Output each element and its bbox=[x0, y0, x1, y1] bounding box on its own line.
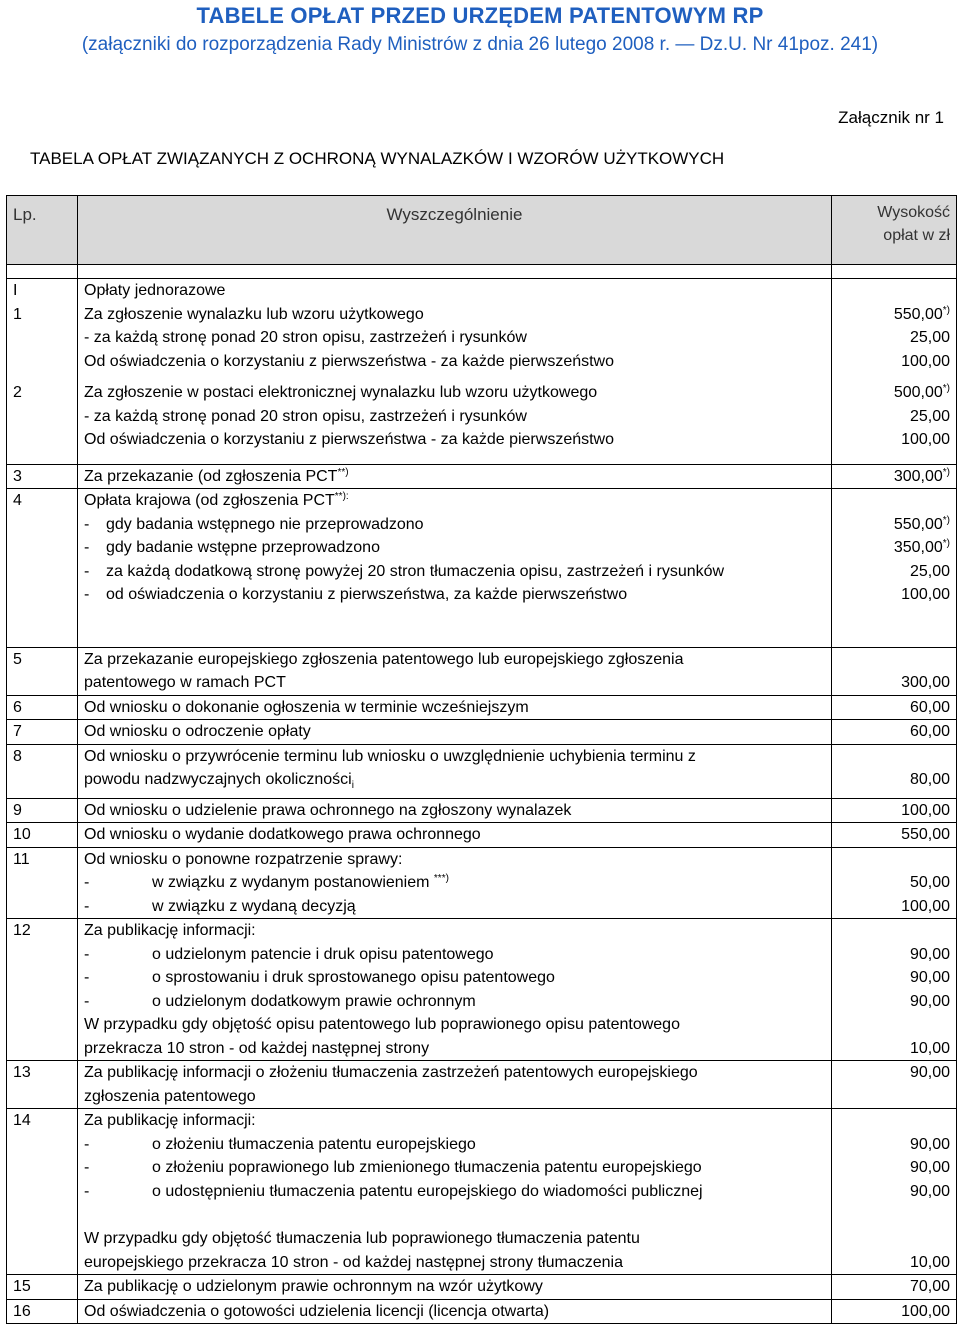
table-row bbox=[7, 1299, 957, 1324]
row-line: Za zgłoszenie w postaci elektronicznej wynalazku lub wzoru użytkowego bbox=[84, 384, 598, 401]
row-line bbox=[84, 489, 825, 513]
row-description: Od wniosku o udzielenie prawa ochronnego na zgłoszony wynalazek bbox=[78, 798, 832, 823]
row-description bbox=[78, 464, 832, 489]
row-text: gdy badanie wstępne przeprowadzono bbox=[106, 539, 380, 556]
row-line bbox=[84, 966, 825, 990]
footnote-mark: **): bbox=[334, 491, 349, 502]
annex-label: Załącznik nr 1 bbox=[838, 108, 944, 127]
amount-value: 10,00 bbox=[909, 1253, 950, 1271]
amount-value: 25,00 bbox=[909, 407, 950, 425]
row-description: Za publikację o udzielonym prawie ochronnym na wzór użytkowy bbox=[78, 1275, 832, 1300]
row-line bbox=[84, 768, 825, 798]
row-line: patentowego w ramach PCT bbox=[84, 674, 286, 691]
row-line bbox=[84, 560, 825, 584]
row-number: 11 bbox=[7, 847, 78, 919]
document-title: TABELE OPŁAT PRZED URZĘDEM PATENTOWYM RP bbox=[196, 3, 764, 28]
row-line: Od wniosku o przywrócenie terminu lub wniosku o uwzględnienie uchybienia terminu z bbox=[84, 747, 696, 765]
amount-empty bbox=[838, 848, 950, 872]
row-text: o sprostowaniu i druk sprostowanego opisu patentowego bbox=[152, 969, 555, 987]
amount-value: 100,00 bbox=[832, 798, 957, 823]
amount-text: 350,00 bbox=[893, 539, 943, 556]
table-row bbox=[7, 695, 957, 720]
table-row bbox=[7, 798, 957, 823]
column-header-description: Wyszczególnienie bbox=[78, 196, 832, 265]
amount-value: 60,00 bbox=[832, 695, 957, 720]
row-description: Od oświadczenia o gotowości udzielenia licencji (licencja otwarta) bbox=[78, 1299, 832, 1324]
footnote-mark: *) bbox=[942, 304, 950, 316]
table-row bbox=[7, 279, 957, 374]
row-amount bbox=[832, 464, 957, 489]
row-line: W przypadku gdy objętość opisu patentowego lub poprawionego opisu patentowego bbox=[84, 1016, 680, 1034]
row-description bbox=[78, 1109, 832, 1275]
amount-empty bbox=[838, 279, 950, 303]
table-title: TABELA OPŁAT ZWIĄZANYCH Z OCHRONĄ WYNALAZKÓW I WZORÓW UŻYTKOWYCH bbox=[30, 149, 725, 168]
amount-header-line2: opłat w zł bbox=[883, 227, 950, 244]
row-gap bbox=[838, 1203, 950, 1227]
row-gap bbox=[84, 452, 825, 464]
amount-empty bbox=[838, 1227, 950, 1251]
row-number: 2 bbox=[7, 381, 78, 464]
row-number: 12 bbox=[7, 919, 78, 1061]
row-number: 15 bbox=[7, 1275, 78, 1300]
footnote-mark: *) bbox=[942, 383, 950, 394]
dash-marker: - bbox=[84, 515, 90, 533]
row-text: powodu nadzwyczajnych okoliczności bbox=[84, 771, 352, 788]
dash-marker: - bbox=[84, 1159, 90, 1177]
table-row bbox=[7, 647, 957, 695]
row-line: zgłoszenia patentowego bbox=[84, 1087, 256, 1105]
table-spacer bbox=[7, 265, 957, 279]
row-description bbox=[78, 744, 832, 798]
row-line: przekracza 10 stron - od każdej następnej strony bbox=[84, 1039, 430, 1057]
row-text: Za przekazanie (od zgłoszenia PCT bbox=[84, 467, 338, 485]
amount-value bbox=[838, 381, 950, 405]
footnote-mark: *) bbox=[942, 514, 950, 526]
amount-value: 100,00 bbox=[901, 897, 950, 915]
amount-value: 10,00 bbox=[909, 1039, 950, 1057]
row-text: o udzielonym dodatkowym prawie ochronnym bbox=[152, 992, 476, 1010]
row-line: W przypadku gdy objętość tłumaczenia lub poprawionego tłumaczenia patentu bbox=[84, 1230, 640, 1248]
dash-marker: - bbox=[84, 992, 90, 1010]
row-gap bbox=[84, 607, 825, 647]
table-row bbox=[7, 847, 957, 919]
row-line: Za publikację informacji o złożeniu tłumaczenia zastrzeżeń patentowych europejskiego bbox=[84, 1064, 698, 1082]
row-line bbox=[84, 1180, 825, 1204]
row-number: 1 bbox=[13, 305, 22, 323]
table-row bbox=[7, 919, 957, 1061]
row-amount bbox=[832, 381, 957, 464]
table-spacer bbox=[7, 373, 957, 381]
row-text: o złożeniu poprawionego lub zmienionego tłumaczenia patentu europejskiego bbox=[152, 1159, 702, 1177]
amount-value: 25,00 bbox=[909, 329, 950, 346]
amount-empty bbox=[838, 1013, 950, 1037]
row-number: 3 bbox=[7, 464, 78, 489]
amount-value: 100,00 bbox=[901, 431, 950, 448]
row-line: - za każdą stronę ponad 20 stron opisu, zastrzeżeń i rysunków bbox=[84, 329, 527, 346]
row-number: 9 bbox=[7, 798, 78, 823]
row-line: - za każdą stronę ponad 20 stron opisu, zastrzeżeń i rysunków bbox=[84, 407, 527, 425]
amount-value: 90,00 bbox=[909, 1159, 950, 1177]
row-amount bbox=[832, 1109, 957, 1275]
table-header-row bbox=[7, 196, 957, 265]
row-number: 10 bbox=[7, 823, 78, 848]
row-line bbox=[84, 1133, 825, 1157]
amount-text: 500,00 bbox=[893, 384, 943, 401]
amount-text: 300,00 bbox=[893, 467, 943, 485]
amount-value: 70,00 bbox=[832, 1275, 957, 1300]
subscript-mark: i bbox=[351, 780, 354, 792]
row-line bbox=[84, 1156, 825, 1180]
fees-table bbox=[6, 195, 957, 1324]
row-amount bbox=[832, 279, 957, 374]
row-description bbox=[78, 489, 832, 648]
row-gap bbox=[84, 1203, 825, 1227]
row-description bbox=[78, 279, 832, 374]
amount-value: 100,00 bbox=[832, 1299, 957, 1324]
amount-value: 25,00 bbox=[909, 562, 950, 580]
footnote-mark: ***) bbox=[433, 873, 449, 885]
amount-value bbox=[838, 465, 950, 489]
row-text: o złożeniu tłumaczenia patentu europejskiego bbox=[152, 1135, 476, 1153]
row-description bbox=[78, 919, 832, 1061]
row-amount bbox=[832, 489, 957, 648]
dash-marker: - bbox=[84, 969, 90, 987]
row-amount bbox=[832, 1061, 957, 1109]
amount-value bbox=[838, 513, 950, 537]
column-header-amount bbox=[832, 196, 957, 265]
amount-value: 90,00 bbox=[909, 969, 950, 987]
amount-empty bbox=[838, 1109, 950, 1133]
amount-value: 60,00 bbox=[832, 720, 957, 745]
amount-value: 90,00 bbox=[909, 1064, 950, 1082]
row-description: Od wniosku o odroczenie opłaty bbox=[78, 720, 832, 745]
footnote-mark: *) bbox=[942, 466, 950, 478]
row-number: 7 bbox=[7, 720, 78, 745]
dash-marker: - bbox=[84, 874, 90, 892]
row-amount bbox=[832, 847, 957, 919]
footnote-mark: *) bbox=[942, 538, 950, 549]
amount-header-line1: Wysokość bbox=[877, 204, 950, 221]
row-text: w związku z wydanym postanowieniem bbox=[152, 874, 430, 892]
row-line bbox=[84, 583, 825, 607]
row-number: 5 bbox=[7, 647, 78, 695]
row-amount bbox=[832, 647, 957, 695]
section-number: I bbox=[13, 282, 18, 299]
amount-value: 80,00 bbox=[909, 771, 950, 788]
document-subtitle: (załączniki do rozporządzenia Rady Ministrów z dnia 26 lutego 2008 r. — Dz.U. Nr 41poz. 241) bbox=[81, 34, 879, 55]
amount-value bbox=[838, 303, 950, 327]
amount-text: 550,00 bbox=[893, 515, 943, 533]
table-row bbox=[7, 489, 957, 648]
row-line: Od wniosku o ponowne rozpatrzenie sprawy: bbox=[84, 850, 403, 868]
row-description bbox=[78, 647, 832, 695]
row-line: Za przekazanie europejskiego zgłoszenia patentowego lub europejskiego zgłoszenia bbox=[84, 650, 684, 668]
row-line bbox=[84, 943, 825, 967]
table-row bbox=[7, 744, 957, 798]
row-number: 6 bbox=[7, 695, 78, 720]
amount-value: 90,00 bbox=[909, 1135, 950, 1153]
dash-marker: - bbox=[84, 562, 90, 580]
row-lp bbox=[7, 279, 78, 374]
row-line: Od oświadczenia o korzystaniu z pierwszeństwa - za każde pierwszeństwo bbox=[84, 431, 615, 448]
table-row bbox=[7, 464, 957, 489]
amount-value: 300,00 bbox=[901, 674, 950, 691]
row-line bbox=[84, 871, 825, 895]
row-text: w związku z wydaną decyzją bbox=[152, 897, 356, 915]
amount-empty bbox=[838, 745, 950, 769]
row-text: gdy badania wstępnego nie przeprowadzono bbox=[106, 515, 424, 533]
dash-marker: - bbox=[84, 1182, 90, 1200]
row-line: Za publikację informacji: bbox=[84, 1112, 256, 1130]
row-line bbox=[84, 895, 825, 919]
row-number: 13 bbox=[7, 1061, 78, 1109]
row-text: o udostępnieniu tłumaczenia patentu europejskiego do wiadomości publicznej bbox=[152, 1182, 703, 1200]
row-line: Za publikację informacji: bbox=[84, 922, 256, 940]
table-row bbox=[7, 1275, 957, 1300]
row-number: 8 bbox=[7, 744, 78, 798]
amount-value: 90,00 bbox=[909, 1182, 950, 1200]
row-line: Od oświadczenia o korzystaniu z pierwszeństwa - za każde pierwszeństwo bbox=[84, 352, 615, 370]
row-text: za każdą dodatkową stronę powyżej 20 stron tłumaczenia opisu, zastrzeżeń i rysunków bbox=[106, 562, 725, 580]
row-number: 4 bbox=[7, 489, 78, 648]
row-line bbox=[84, 513, 825, 537]
row-line bbox=[84, 990, 825, 1014]
row-text: o udzielonym patencie i druk opisu patentowego bbox=[152, 945, 494, 963]
dash-marker: - bbox=[84, 586, 90, 603]
row-text: od oświadczenia o korzystaniu z pierwszeństwa, za każde pierwszeństwo bbox=[106, 586, 628, 603]
table-row bbox=[7, 1061, 957, 1109]
table-row bbox=[7, 1109, 957, 1275]
amount-value: 100,00 bbox=[901, 586, 950, 603]
column-header-lp: Lp. bbox=[7, 196, 78, 265]
row-text: Opłata krajowa (od zgłoszenia PCT bbox=[84, 492, 335, 509]
amount-empty bbox=[838, 648, 950, 672]
amount-value: 100,00 bbox=[901, 352, 950, 370]
table-row bbox=[7, 823, 957, 848]
table-row bbox=[7, 720, 957, 745]
amount-empty bbox=[838, 919, 950, 943]
amount-value: 550,00 bbox=[832, 823, 957, 848]
amount-value: 50,00 bbox=[909, 874, 950, 892]
row-line: Za zgłoszenie wynalazku lub wzoru użytkowego bbox=[84, 305, 424, 323]
amount-text: 550,00 bbox=[893, 305, 943, 323]
dash-marker: - bbox=[84, 897, 90, 915]
row-description bbox=[78, 1061, 832, 1109]
amount-empty bbox=[838, 489, 950, 513]
row-amount bbox=[832, 919, 957, 1061]
row-number: 16 bbox=[7, 1299, 78, 1324]
dash-marker: - bbox=[84, 539, 90, 556]
table-row bbox=[7, 381, 957, 464]
dash-marker: - bbox=[84, 1135, 90, 1153]
row-description: Od wniosku o wydanie dodatkowego prawa ochronnego bbox=[78, 823, 832, 848]
section-title: Opłaty jednorazowe bbox=[84, 282, 226, 299]
footnote-mark: **) bbox=[337, 466, 349, 478]
row-amount bbox=[832, 744, 957, 798]
row-line bbox=[84, 465, 825, 489]
row-description bbox=[78, 381, 832, 464]
row-description: Od wniosku o dokonanie ogłoszenia w terminie wcześniejszym bbox=[78, 695, 832, 720]
amount-value: 90,00 bbox=[909, 945, 950, 963]
dash-marker: - bbox=[84, 945, 90, 963]
row-description bbox=[78, 847, 832, 919]
row-line bbox=[84, 536, 825, 560]
row-number: 14 bbox=[7, 1109, 78, 1275]
amount-value bbox=[838, 536, 950, 560]
row-line: europejskiego przekracza 10 stron - od każdej następnej strony tłumaczenia bbox=[84, 1253, 623, 1271]
amount-value: 90,00 bbox=[909, 992, 950, 1010]
